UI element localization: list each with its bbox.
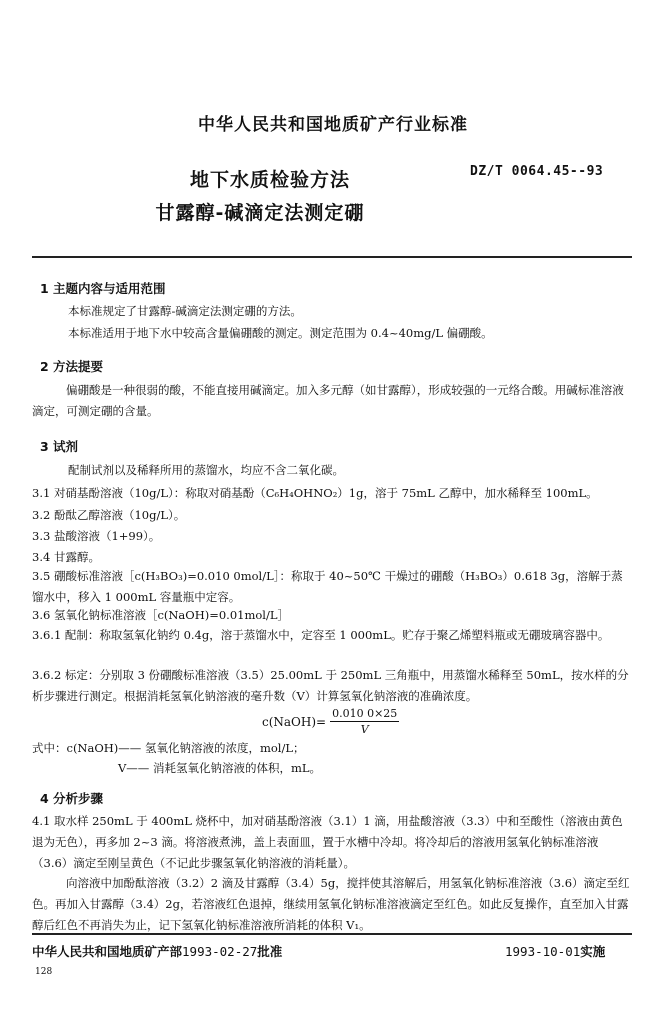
- implementation-line: [505, 942, 605, 960]
- formula-lhs: c(NaOH)=: [262, 714, 327, 729]
- where-def-c: c(NaOH)—— 氢氧化钠溶液的浓度，mol/L；: [66, 741, 305, 755]
- approval-date: 1993-02-27: [182, 944, 258, 959]
- reagent-3-5: 3.5 硼酸标准溶液［c(H₃BO₃)=0.010 0mol/L］：称取于 40~50℃ 干燥过的硼酸（H₃BO₃）0.618 3g，溶解于蒸馏水中，移入 1 000mL 容量瓶中定容。: [32, 569, 623, 604]
- reagent-3-6-2: 3.6.2 标定：分别取 3 份硼酸标准溶液（3.5）25.00mL 于 250mL 三角瓶中，用蒸馏水稀释至 50mL，按水样的分析步骤进行测定。根据消耗氢氧化钠溶液的毫升数（V）计算氢氧化钠溶液的准确浓度。: [32, 668, 629, 703]
- approval-suffix: 批准: [257, 944, 283, 959]
- implementation-suffix: 实施: [580, 944, 606, 959]
- reagent-3-3: 3.3 盐酸溶液（1+99）。: [32, 529, 161, 543]
- where-label: 式中：: [32, 741, 67, 755]
- formula-denominator: V: [360, 723, 369, 736]
- footer-divider: [32, 933, 632, 935]
- section-1-para-2: 本标准适用于地下水中较高含量偏硼酸的测定。测定范围为 0.4~40mg/L 偏硼酸。: [68, 326, 493, 340]
- reagent-3-4: 3.4 甘露醇。: [32, 550, 100, 564]
- section-1-para-1: 本标准规定了甘露醇-碱滴定法测定硼的方法。: [68, 304, 302, 318]
- implementation-date: 1993-10-01: [505, 944, 581, 959]
- page-number: 128: [35, 967, 53, 977]
- approval-line: [32, 942, 282, 960]
- formula-fraction: [330, 706, 399, 737]
- header-divider: [32, 256, 632, 258]
- formula-numerator: 0.010 0×25: [332, 707, 398, 720]
- reagent-3-1: 3.1 对硝基酚溶液（10g/L）：称取对硝基酚（C₆H₄OHNO₂）1g，溶于 75mL 乙醇中，加水稀释至 100mL。: [32, 486, 598, 500]
- where-def-v: V—— 消耗氢氧化钠溶液的体积，mL。: [118, 761, 322, 775]
- reagent-3-6: 3.6 氢氧化钠标准溶液［c(NaOH)=0.01mol/L］: [32, 608, 289, 622]
- step-4-1: 4.1 取水样 250mL 于 400mL 烧杯中，加对硝基酚溶液（3.1）1 滴，用盐酸溶液（3.3）中和至酸性（溶液由黄色退为无色），再多加 2~3 滴。将溶液煮沸，盖上表面皿，置于水槽中冷却。将冷却后的溶液用氢氧化钠标准溶液（3.6）滴定至刚呈黄色（不记此步骤氢氧化钠溶液的消耗量）。: [32, 814, 623, 870]
- reagent-3-2: 3.2 酚酞乙醇溶液（10g/L）。: [32, 508, 186, 522]
- where-intro: [32, 738, 304, 758]
- section-2-para-1: 偏硼酸是一种很弱的酸，不能直接用碱滴定。加入多元醇（如甘露醇），形成较强的一元络合酸。用碱标准溶液滴定，可测定硼的含量。: [32, 383, 624, 418]
- section-2-heading: 2 方法提要: [40, 359, 104, 374]
- section-4-heading: 4 分析步骤: [40, 791, 104, 806]
- reagent-3-6-1: 3.6.1 配制：称取氢氧化钠约 0.4g，溶于蒸馏水中，定容至 1 000mL。贮存于聚乙烯塑料瓶或无硼玻璃容器中。: [32, 628, 610, 642]
- section-1-heading: 1 主题内容与适用范围: [40, 281, 166, 296]
- naoh-formula: [262, 706, 399, 737]
- standard-code: DZ/T 0064.45--93: [470, 164, 604, 179]
- document-title-line2: 甘露醇-碱滴定法测定硼: [155, 202, 365, 224]
- standard-org-title: 中华人民共和国地质矿产行业标准: [198, 115, 468, 135]
- document-title-line1: 地下水质检验方法: [189, 169, 350, 191]
- approval-prefix: 中华人民共和国地质矿产部: [32, 944, 183, 959]
- section-3-intro: 配制试剂以及稀释所用的蒸馏水，均应不含二氧化碳。: [68, 463, 344, 477]
- step-4-1-continued: 向溶液中加酚酞溶液（3.2）2 滴及甘露醇（3.4）5g，搅拌使其溶解后，用氢氧化钠标准溶液（3.6）滴定至红色。再加入甘露醇（3.4）2g，若溶液红色退掉，继续用氢氧化钠标准溶液滴定至红色。如此反复操作，直至加入甘露醇后红色不再消失为止，记下氢氧化钠标准溶液所消耗的体积 V₁。: [32, 876, 630, 932]
- section-3-heading: 3 试剂: [40, 439, 79, 454]
